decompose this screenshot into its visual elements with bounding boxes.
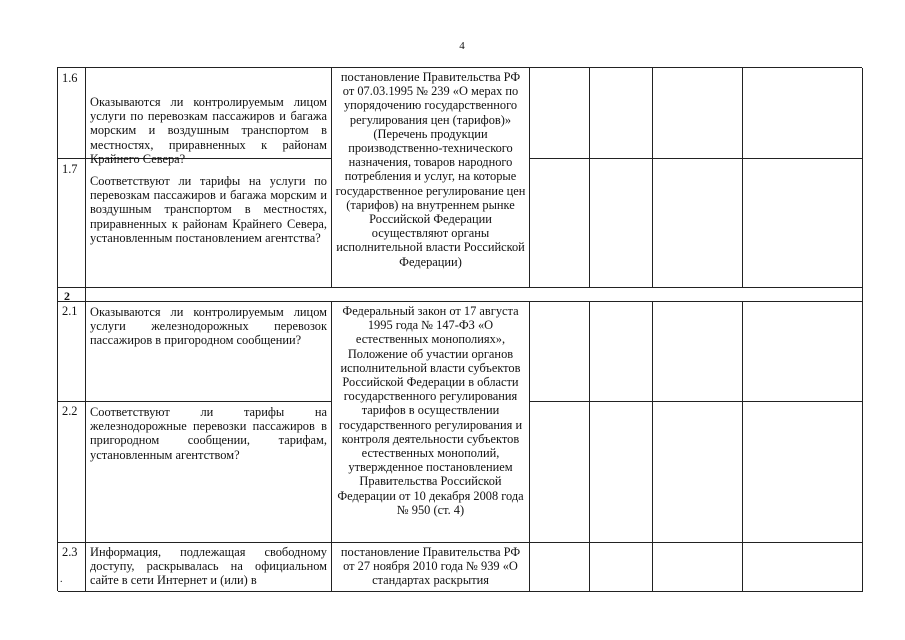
question-text: Информация, подлежащая свободному доступу, раскрывалась на официальном сайте в сети Интернет и (или) в [86, 543, 332, 592]
answer-cell[interactable] [590, 159, 653, 288]
question-text: Соответствуют ли тарифы на железнодорожные перевозки пассажиров в пригородном сообщении, тарифам, установленным агентством? [86, 402, 332, 543]
answer-cell[interactable] [653, 402, 743, 543]
answer-cell[interactable] [743, 68, 863, 159]
row-number [58, 543, 86, 592]
row-marker: . [60, 573, 63, 585]
answer-cell[interactable] [530, 402, 590, 543]
answer-cell[interactable] [590, 402, 653, 543]
answer-cell[interactable] [743, 159, 863, 288]
answer-cell[interactable] [530, 159, 590, 288]
answer-cell[interactable] [743, 543, 863, 592]
answer-cell[interactable] [530, 302, 590, 402]
checklist-table [57, 67, 862, 591]
answer-cell[interactable] [743, 402, 863, 543]
answer-cell[interactable] [743, 302, 863, 402]
section-number: 2 [58, 288, 86, 302]
row-number: 2.2 [58, 402, 86, 543]
legal-basis-cell: Федеральный закон от 17 августа 1995 года № 147-ФЗ «О естественных монополиях», Положение об участии органов исполнительной власти субъектов Российской Федерации в области государственного регулирования тарифов в осуществлении государственного регулирования и контроля деятельности субъектов естественных монополий, утвержденное постановлением Правительства Российской Федерации от 10 декабря 2008 года № 950 (ст. 4) [332, 302, 530, 543]
answer-cell[interactable] [653, 159, 743, 288]
row-number: 1.7 [58, 159, 86, 288]
row-number-text: 2.3 [62, 545, 78, 559]
legal-basis-cell: постановление Правительства РФ от 07.03.1995 № 239 «О мерах по упорядочению государственного регулирования цен (тарифов)» (Перечень продукции производственно-технического назначения, товаров народного потребления и услуг, на которые государственное регулирование цен (тарифов) на внутреннем рынке Российской Федерации осуществляют органы исполнительной власти Российской Федерации) [332, 68, 530, 288]
page-number: 4 [459, 40, 465, 52]
question-text: Оказываются ли контролируемым лицом услуги по перевозкам пассажиров и багажа морским и воздушным транспортом в местностях, приравненных к районам Крайнего Севера? [86, 68, 332, 159]
answer-cell[interactable] [590, 68, 653, 159]
answer-cell[interactable] [653, 68, 743, 159]
answer-cell[interactable] [590, 302, 653, 402]
answer-cell[interactable] [530, 543, 590, 592]
answer-cell[interactable] [653, 543, 743, 592]
answer-cell[interactable] [590, 543, 653, 592]
legal-basis-cell: постановление Правительства РФ от 27 ноября 2010 года № 939 «О стандартах раскрытия [332, 543, 530, 592]
answer-cell[interactable] [530, 68, 590, 159]
answer-cell[interactable] [653, 302, 743, 402]
question-text: Соответствуют ли тарифы на услуги по перевозкам пассажиров и багажа морским и воздушным транспортом в местностях, приравненных к районам Крайнего Севера, установленным постановлением агентства? [86, 159, 332, 288]
row-number: 1.6 [58, 68, 86, 159]
row-number: 2.1 [58, 302, 86, 402]
section-header-cell [86, 288, 863, 302]
question-text: Оказываются ли контролируемым лицом услуги железнодорожных перевозок пассажиров в пригородном сообщении? [86, 302, 332, 402]
